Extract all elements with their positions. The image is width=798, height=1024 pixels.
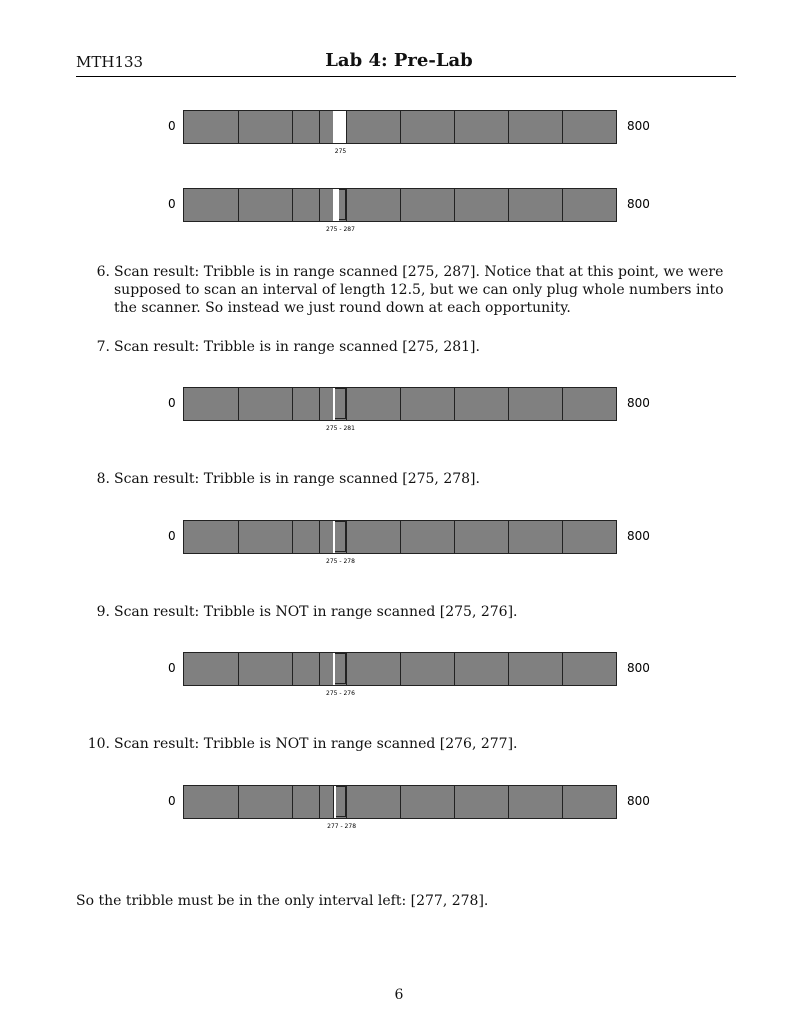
bar-divider <box>400 653 401 685</box>
bar-divider <box>319 653 320 685</box>
bar-divider <box>454 388 455 420</box>
interval-outline <box>333 388 347 419</box>
scan-figure-4 <box>0 520 798 570</box>
axis-max-label: 800 <box>627 794 650 808</box>
range-label: 275 <box>334 148 347 155</box>
step-item-8 <box>84 470 744 488</box>
bar-divider <box>346 189 347 221</box>
range-label: 275 - 281 <box>326 425 355 432</box>
scanned-interval <box>333 653 335 685</box>
step-text: Scan result: Tribble is in range scanned [275, 281]. <box>114 339 480 355</box>
scanned-interval <box>333 189 339 221</box>
scan-figure-3 <box>0 387 798 437</box>
axis-min-label: 0 <box>168 529 176 543</box>
bar-divider <box>508 189 509 221</box>
conclusion-text: So the tribble must be in the only interval left: [277, 278]. <box>76 893 489 909</box>
bar-divider <box>238 786 239 818</box>
bar-divider <box>319 786 320 818</box>
bar-divider <box>508 388 509 420</box>
step-item-7 <box>84 338 744 356</box>
bar-divider <box>319 521 320 553</box>
axis-min-label: 0 <box>168 396 176 410</box>
step-number: 8. <box>96 471 110 487</box>
axis-min-label: 0 <box>168 197 176 211</box>
range-bar <box>183 785 617 819</box>
page-title: Lab 4: Pre-Lab <box>325 50 473 71</box>
scan-figure-6 <box>0 785 798 835</box>
range-bar <box>183 188 617 222</box>
course-code: MTH133 <box>76 53 144 71</box>
axis-max-label: 800 <box>627 396 650 410</box>
bar-divider <box>562 111 563 143</box>
page-number: 6 <box>394 987 404 1003</box>
bar-divider <box>238 521 239 553</box>
step-text: Scan result: Tribble is NOT in range scanned [276, 277]. <box>114 736 518 752</box>
bar-divider <box>400 521 401 553</box>
bar-divider <box>346 521 347 553</box>
bar-divider <box>238 653 239 685</box>
step-item-6 <box>84 263 744 317</box>
bar-divider <box>562 786 563 818</box>
scan-figure-5 <box>0 652 798 702</box>
axis-max-label: 800 <box>627 197 650 211</box>
interval-outline <box>333 653 347 684</box>
bar-divider <box>400 786 401 818</box>
scan-figure-1 <box>0 110 798 160</box>
bar-divider <box>292 111 293 143</box>
bar-divider <box>346 388 347 420</box>
bar-divider <box>454 521 455 553</box>
bar-divider <box>319 388 320 420</box>
range-bar <box>183 520 617 554</box>
bar-divider <box>454 189 455 221</box>
step-item-9 <box>84 603 744 621</box>
step-text: Scan result: Tribble is in range scanned [275, 278]. <box>114 471 480 487</box>
bar-divider <box>454 653 455 685</box>
range-bar <box>183 110 617 144</box>
step-number: 7. <box>96 339 110 355</box>
range-label: 275 - 276 <box>326 690 355 697</box>
step-number: 9. <box>96 604 110 620</box>
bar-divider <box>346 111 347 143</box>
bar-divider <box>319 189 320 221</box>
bar-divider <box>400 189 401 221</box>
bar-divider <box>238 189 239 221</box>
bar-divider <box>508 653 509 685</box>
bar-divider <box>346 786 347 818</box>
bar-divider <box>292 786 293 818</box>
bar-divider <box>454 111 455 143</box>
bar-divider <box>292 653 293 685</box>
bar-divider <box>400 388 401 420</box>
bar-divider <box>562 521 563 553</box>
bar-divider <box>508 521 509 553</box>
bar-divider <box>319 111 320 143</box>
range-bar <box>183 387 617 421</box>
header-rule <box>76 76 736 77</box>
axis-min-label: 0 <box>168 661 176 675</box>
bar-divider <box>562 653 563 685</box>
step-text: Scan result: Tribble is NOT in range scanned [275, 276]. <box>114 604 518 620</box>
axis-max-label: 800 <box>627 529 650 543</box>
step-number: 6. <box>96 264 110 280</box>
bar-divider <box>508 786 509 818</box>
bar-divider <box>292 521 293 553</box>
bar-divider <box>454 786 455 818</box>
bar-divider <box>562 388 563 420</box>
scanned-interval <box>334 786 336 818</box>
scan-figure-2 <box>0 188 798 238</box>
step-text: Scan result: Tribble is in range scanned [275, 287]. Notice that at this point, we were supposed to scan an interval of length 12.5, but we can only plug whole numbers into the scanner. So instead we just round down at each opportunity. <box>114 264 724 316</box>
bar-divider <box>508 111 509 143</box>
bar-divider <box>238 111 239 143</box>
step-number: 10. <box>87 736 110 752</box>
range-label: 275 - 278 <box>326 558 355 565</box>
step-item-10 <box>84 735 744 753</box>
scanned-interval <box>333 521 335 553</box>
scanned-interval <box>333 111 347 143</box>
scanned-interval <box>333 388 335 420</box>
axis-max-label: 800 <box>627 661 650 675</box>
interval-outline <box>333 521 347 552</box>
bar-divider <box>238 388 239 420</box>
axis-min-label: 0 <box>168 119 176 133</box>
range-label: 275 - 287 <box>326 226 355 233</box>
range-label: 277 - 278 <box>327 823 357 830</box>
bar-divider <box>400 111 401 143</box>
bar-divider <box>292 189 293 221</box>
bar-divider <box>292 388 293 420</box>
axis-max-label: 800 <box>627 119 650 133</box>
range-bar <box>183 652 617 686</box>
bar-divider <box>346 653 347 685</box>
bar-divider <box>562 189 563 221</box>
axis-min-label: 0 <box>168 794 176 808</box>
